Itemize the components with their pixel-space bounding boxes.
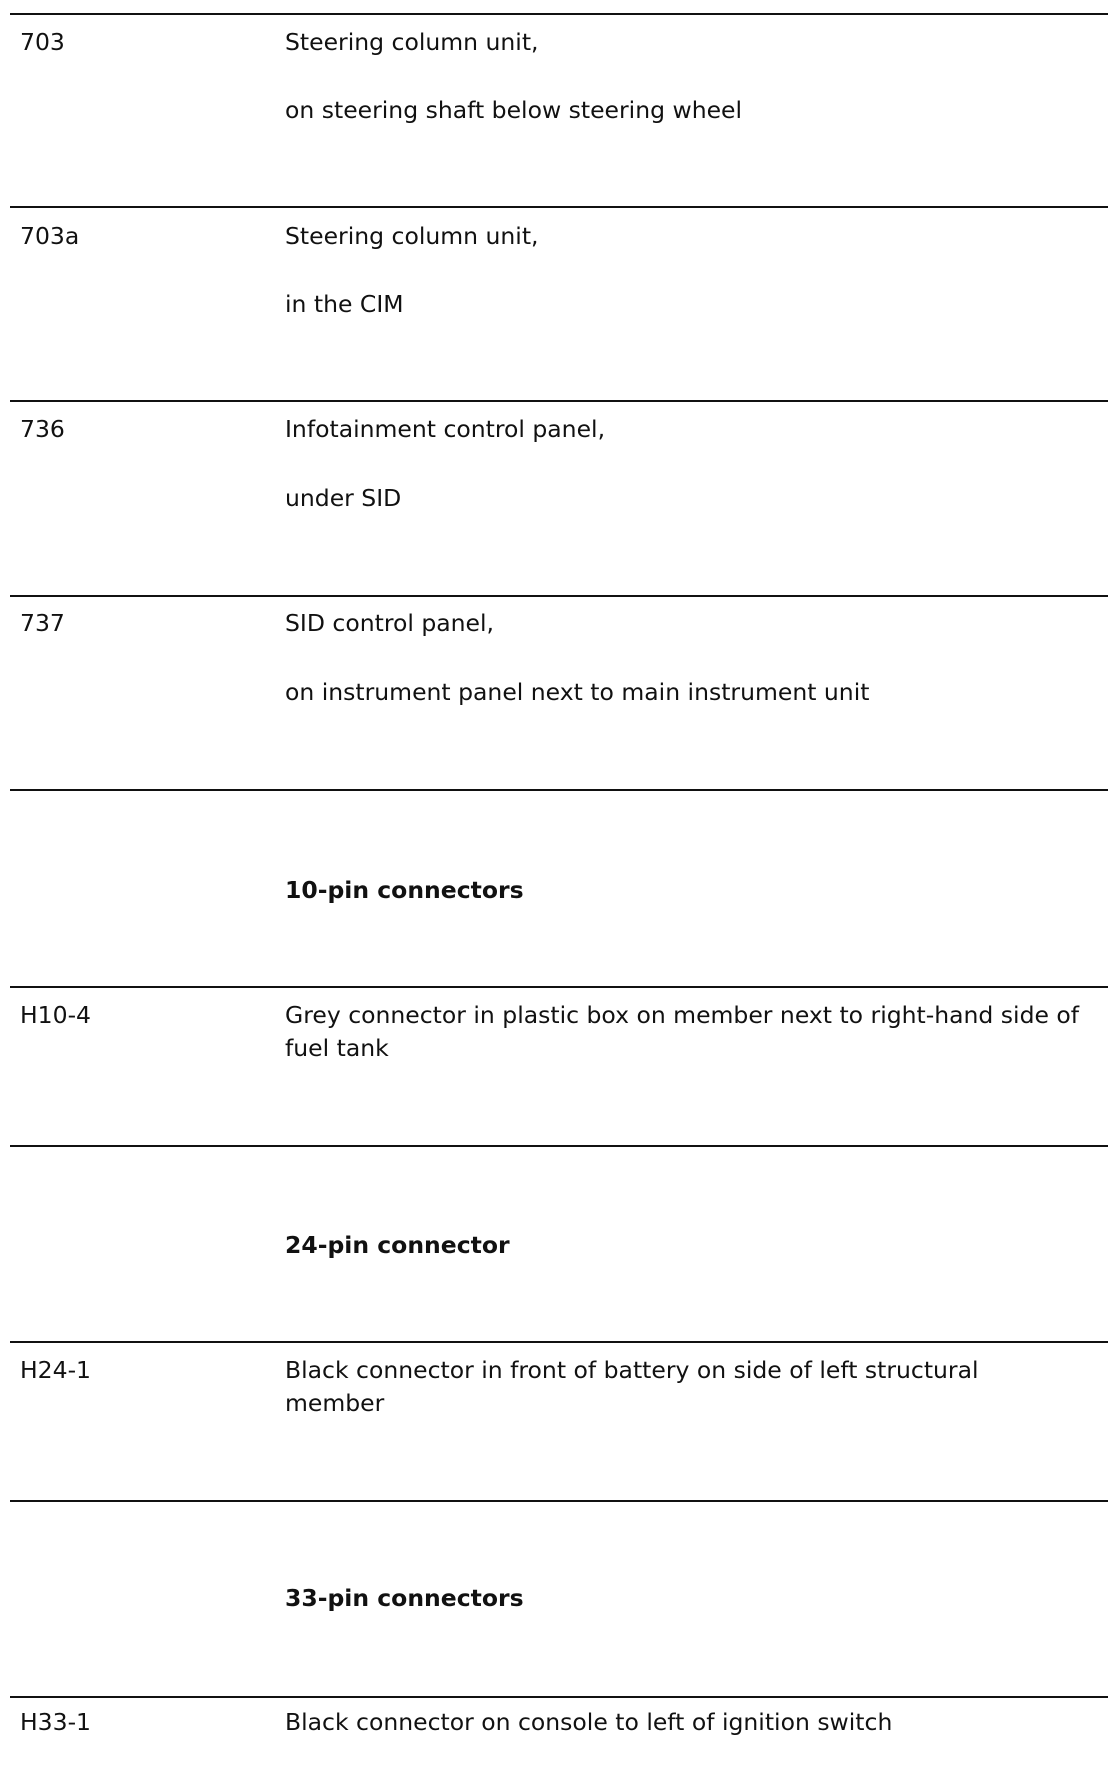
section-heading: 24-pin connector [285,1231,510,1259]
row-code: 703a [20,222,80,250]
divider [10,206,1108,208]
row-description: Black connector on console to left of ignition switch [285,1708,893,1736]
row-description: Infotainment control panel, [285,415,606,443]
row-description: SID control panel, [285,609,495,637]
row-code: H24-1 [20,1356,92,1384]
divider [10,1500,1108,1502]
divider [10,13,1108,15]
row-location: in the CIM [285,290,404,318]
row-code: H33-1 [20,1708,92,1736]
section-heading: 33-pin connectors [285,1584,524,1612]
row-code: 736 [20,415,65,443]
divider [10,400,1108,402]
section-heading: 10-pin connectors [285,876,524,904]
divider [10,1341,1108,1343]
row-code: H10-4 [20,1001,92,1029]
divider [10,595,1108,597]
row-location: on steering shaft below steering wheel [285,96,743,124]
row-description: Steering column unit, [285,28,539,56]
divider [10,986,1108,988]
row-location: on instrument panel next to main instrument unit [285,678,870,706]
divider [10,1696,1108,1698]
divider [10,789,1108,791]
row-description: Grey connector in plastic box on member next to right-hand side of fuel tank [285,1001,1080,1062]
divider [10,1145,1108,1147]
row-description: Black connector in front of battery on side of left structural member [285,1356,979,1417]
row-description: Steering column unit, [285,222,539,250]
row-code: 703 [20,28,65,56]
row-code: 737 [20,609,65,637]
row-location: under SID [285,484,402,512]
